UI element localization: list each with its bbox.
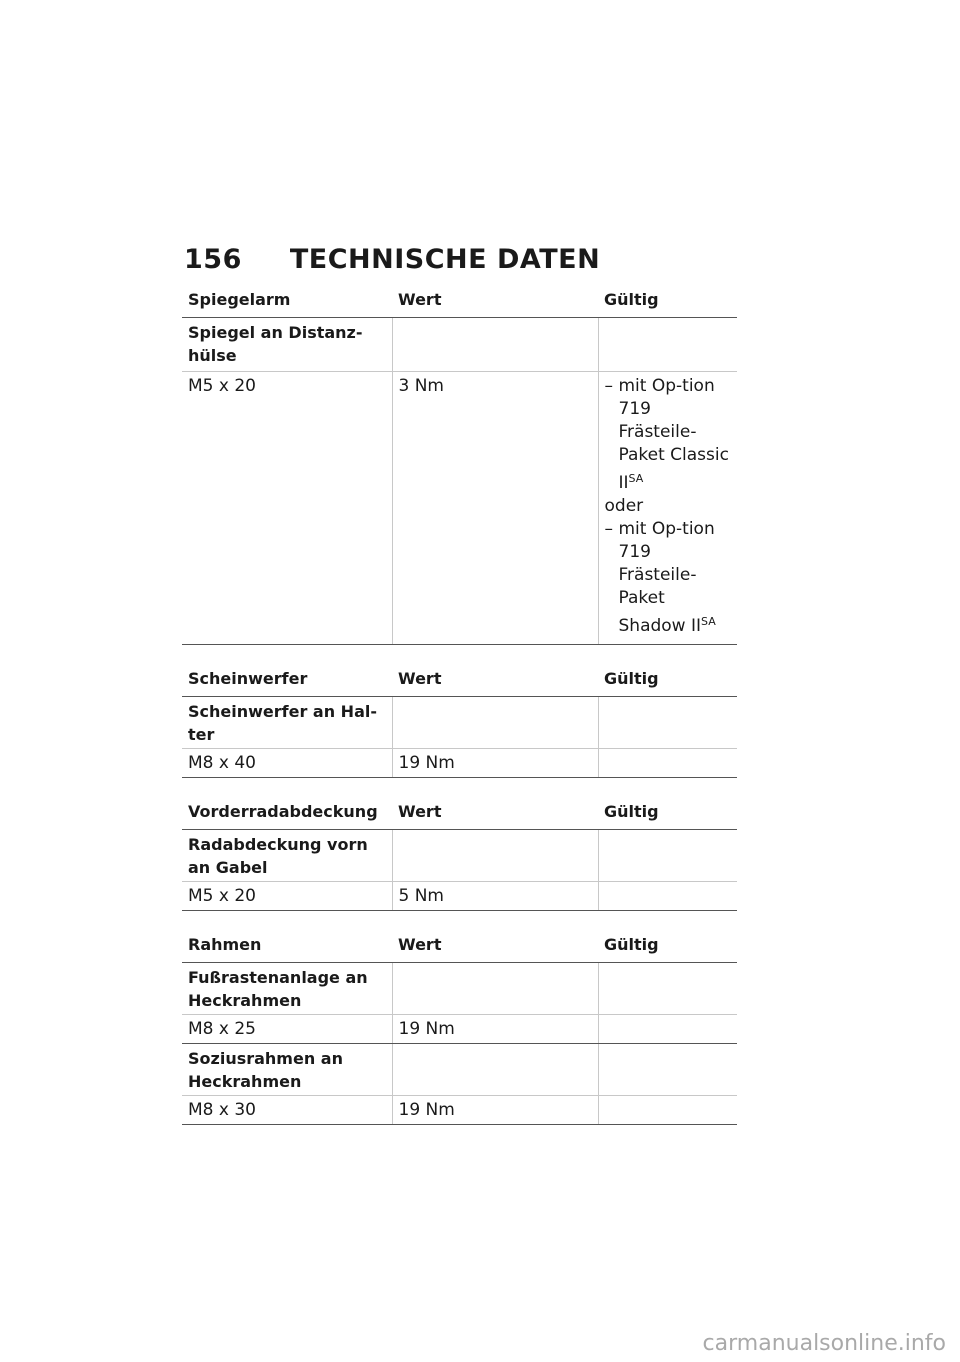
table-row [182,749,737,778]
column-header-value: Wert [392,798,598,830]
table-row [182,882,737,911]
table-vorderradabdeckung [182,798,737,911]
table-header-row [182,798,737,830]
page-header [184,244,600,275]
screw-size: M8 x 40 [182,749,392,778]
table-row [182,372,737,645]
torque-value: 19 Nm [392,1096,598,1125]
table-scheinwerfer [182,665,737,778]
torque-value: 3 Nm [392,372,598,645]
table-row [182,697,737,749]
table-row [182,1044,737,1096]
column-header-value: Wert [392,665,598,697]
sub-heading: Scheinwerfer an Hal-ter [182,697,392,749]
column-header-value: Wert [392,931,598,963]
sub-heading: Spiegel an Distanz-hülse [182,318,392,372]
torque-value: 5 Nm [392,882,598,911]
validity-or: oder [604,496,644,516]
torque-value: 19 Nm [392,749,598,778]
page-number: 156 [184,244,242,275]
watermark: carmanualsonline.info [702,1331,946,1356]
column-header-validity: Gültig [598,665,737,697]
table-rahmen [182,931,737,1125]
table-header-row [182,665,737,697]
table-row [182,1015,737,1044]
table-row [182,1096,737,1125]
column-header-validity: Gültig [598,286,737,318]
table-header-row [182,931,737,963]
sa-superscript: SA [628,472,644,485]
sub-heading: Soziusrahmen an Heckrahmen [182,1044,392,1096]
sub-heading: Fußrastenanlage an Heckrahmen [182,963,392,1015]
table-spiegelarm [182,286,737,645]
table-row [182,963,737,1015]
column-header-component: Vorderradabdeckung [182,798,392,830]
sub-heading: Radabdeckung vorn an Gabel [182,830,392,882]
screw-size: M5 x 20 [182,372,392,645]
column-header-component: Rahmen [182,931,392,963]
table-row [182,830,737,882]
screw-size: M8 x 30 [182,1096,392,1125]
screw-size: M5 x 20 [182,882,392,911]
torque-value: 19 Nm [392,1015,598,1044]
column-header-validity: Gültig [598,931,737,963]
column-header-component: Scheinwerfer [182,665,392,697]
table-header-row [182,286,737,318]
sa-superscript: SA [701,615,716,628]
validity-cell [598,372,737,645]
validity-option-1: – mit Op-tion 719 Frästeile-Paket Classic $II^{SA}$ [605,375,732,495]
table-row [182,318,737,372]
column-header-component: Spiegelarm [182,286,392,318]
validity-option-2: – mit Op-tion 719 Frästeile-Paket Shadow $II^{SA}$ [605,518,732,638]
column-header-value: Wert [392,286,598,318]
chapter-title: TECHNISCHE DATEN [289,244,601,275]
spec-tables [182,286,737,1125]
screw-size: M8 x 25 [182,1015,392,1044]
column-header-validity: Gültig [598,798,737,830]
